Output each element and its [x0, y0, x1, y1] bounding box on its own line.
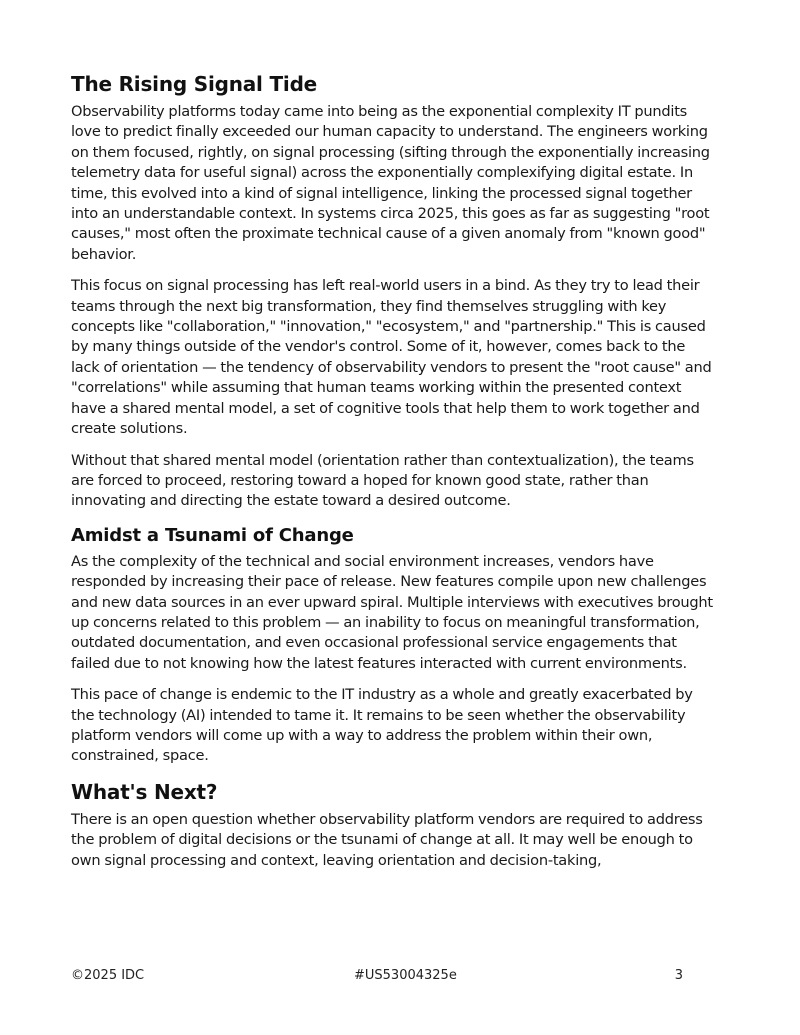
section-heading-tsunami-of-change: Amidst a Tsunami of Change — [71, 524, 354, 546]
paragraph: This focus on signal processing has left real-world users in a bind. As they try to lead their teams through the next big transformation, they find themselves struggling with key concepts like "collaboration," "innovation," "ecosystem," and "partnership." This is caused by many things outside of the vendor's control. Some of it, however, comes back to the lack of orientation — the tendency of observability vendors to present the "root cause" and "correlations" while assuming that human teams working within the presented context have a shared mental model, a set of cognitive tools that help them to work together and create solutions. — [71, 277, 712, 438]
paragraph: Observability platforms today came into being as the exponential complexity IT pundits love to predict finally exceeded our human capacity to understand. The engineers working on them focused, rightly, on signal processing (sifting through the exponentially increasing telemetry data for useful signal) across the exponentially complexifying digital estate. In time, this evolved into a kind of signal intelligence, linking the processed signal together into an understandable context. In systems circa 2025, this goes as far as suggesting "root causes," most often the proximate technical cause of a given anomaly from "known good" behavior. — [71, 103, 710, 263]
paragraph: Without that shared mental model (orientation rather than contextualization), the teams are forced to proceed, restoring toward a hoped for known good state, rather than innovating and directing the estate toward a desired outcome. — [71, 451, 694, 510]
footer-document-id: #US53004325e — [354, 968, 457, 983]
footer-copyright: ©2025 IDC — [71, 968, 145, 983]
paragraph: There is an open question whether observability platform vendors are required to address the problem of digital decisions or the tsunami of change at all. It may well be enough to own signal processing and context, leaving orientation and decision-taking, — [71, 810, 703, 869]
section-heading-rising-signal-tide: The Rising Signal Tide — [71, 72, 318, 96]
paragraph: This pace of change is endemic to the IT industry as a whole and greatly exacerbated by the technology (AI) intended to tame it. It remains to be seen whether the observability platform vendors will come up with a way to address the problem within their own, constrained, space. — [71, 686, 693, 765]
paragraph: As the complexity of the technical and social environment increases, vendors have responded by increasing their pace of release. New features compile upon new challenges and new data sources in an ever upward spiral. Multiple interviews with executives brought up concerns related to this problem — an inability to focus on meaningful transformation, outdated documentation, and even occasional professional service engagements that failed due to not knowing how the latest features interacted with current environments. — [71, 552, 713, 672]
page-footer — [71, 966, 683, 986]
footer-page-number: 3 — [674, 968, 683, 983]
document-page — [71, 70, 713, 882]
section-heading-whats-next: What's Next? — [71, 779, 218, 804]
